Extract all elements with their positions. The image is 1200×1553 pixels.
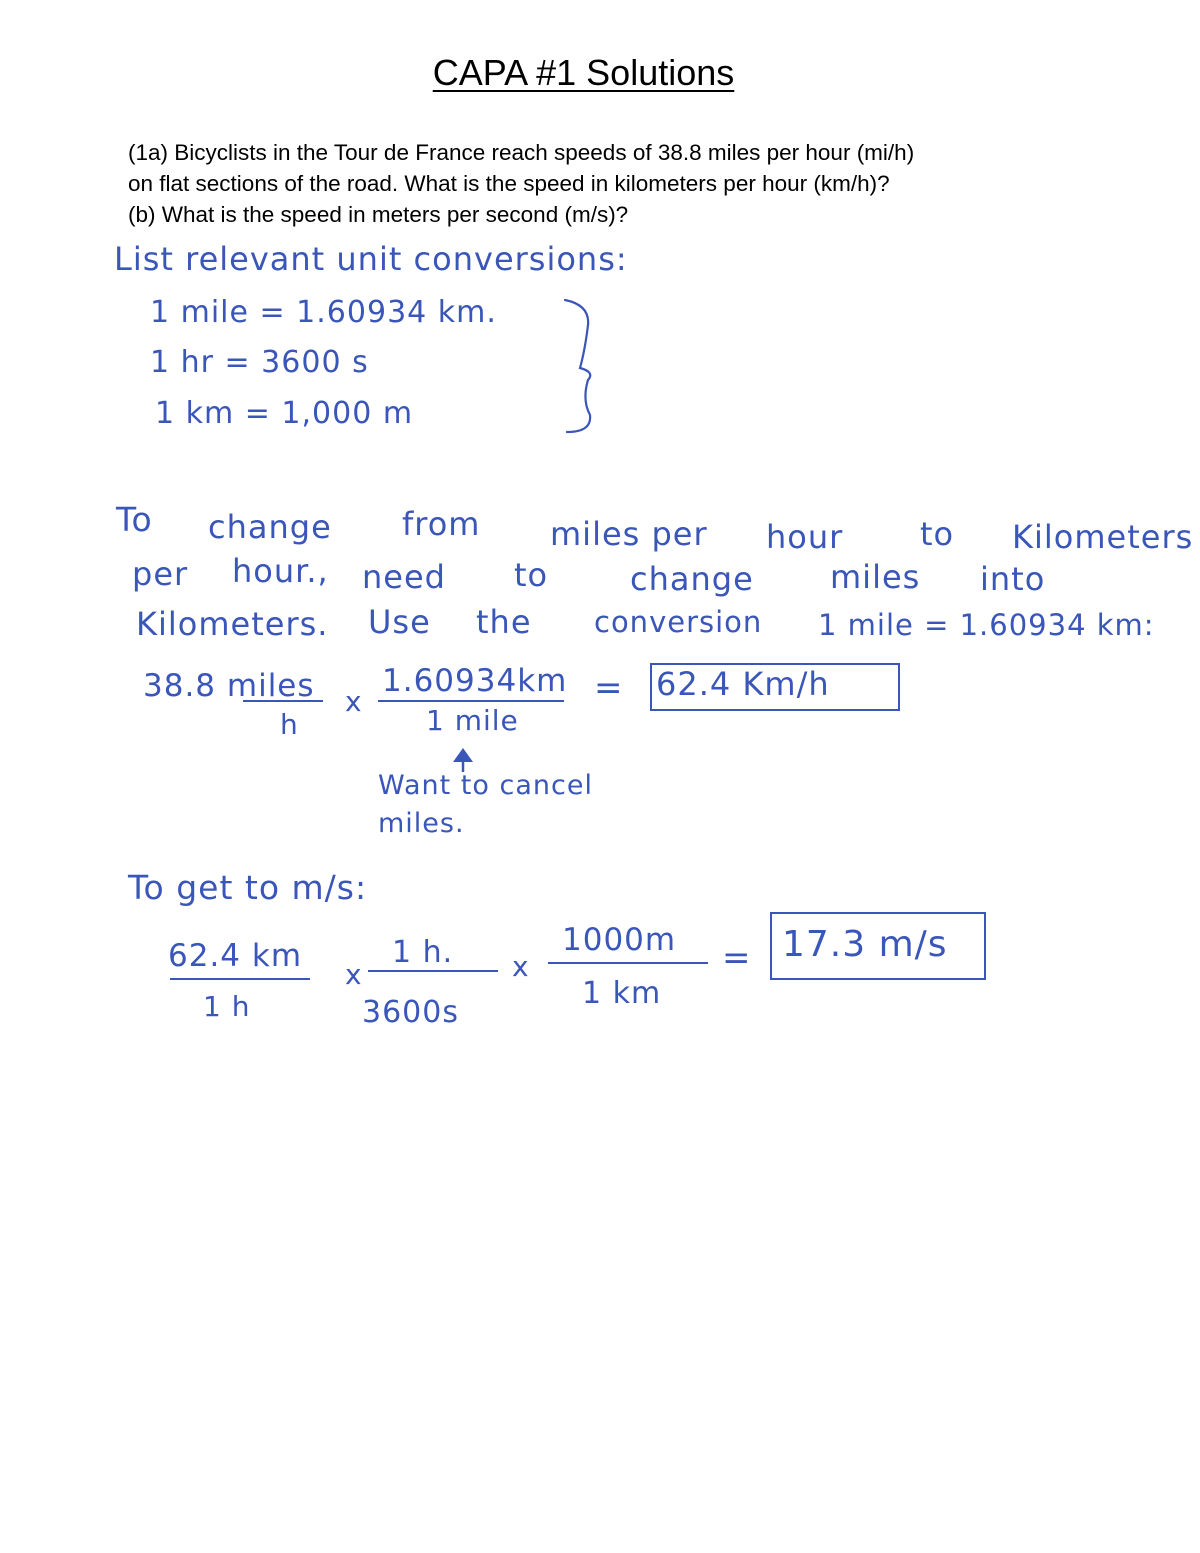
exp3-w4: conversion [594, 605, 763, 639]
conversion-hr-s: 1 hr = 3600 s [150, 345, 369, 380]
conversion-km-m: 1 km = 1,000 m [155, 396, 414, 431]
exp3-w2: Use [368, 603, 431, 641]
page-title: CAPA #1 Solutions [432, 52, 735, 93]
exp1-w4: miles per [550, 515, 708, 553]
exp1-w5: hour [766, 518, 844, 556]
calc-b-den1: 1 h [203, 990, 251, 1023]
calc-a-num1: 38.8 miles [143, 668, 315, 704]
exp2-w3: need [362, 558, 446, 596]
exp2-w4: to [514, 556, 549, 594]
calc-a-times: x [345, 685, 363, 718]
exp3-w3: the [476, 603, 532, 641]
exp2-w7: into [980, 560, 1046, 598]
exp2-w6: miles [830, 558, 921, 596]
calc-a-num2: 1.60934km [382, 663, 568, 699]
exp2-w1: per [132, 555, 189, 593]
calc-b-den3: 1 km [582, 976, 662, 1011]
answer-b: 17.3 m/s [782, 924, 948, 965]
exp1-w6: to [920, 515, 955, 553]
calc-b-num3: 1000m [562, 922, 677, 958]
exp2-w5: change [630, 560, 754, 598]
note-line-2: miles. [378, 808, 465, 839]
calc-b-equals: = [722, 938, 752, 978]
exp3-w1: Kilometers. [136, 605, 329, 643]
calc-b-times1: x [345, 958, 363, 991]
calc-b-bar2 [368, 970, 498, 972]
exp1-w7: Kilometers [1012, 518, 1194, 556]
calc-b-num1: 62.4 km [168, 938, 303, 974]
part-b-heading: To get to m/s: [128, 868, 368, 907]
exp3-w5: 1 mile = 1.60934 km: [818, 608, 1155, 642]
question-line-3: (b) What is the speed in meters per second (m/s)? [128, 202, 629, 227]
exp1-w3: from [402, 505, 481, 543]
question-line-2: on flat sections of the road. What is the speed in kilometers per hour (km/h)? [128, 171, 890, 196]
calc-b-bar1 [170, 978, 310, 980]
question-line-1: (1a) Bicyclists in the Tour de France reach speeds of 38.8 miles per hour (mi/h) [128, 140, 915, 165]
calc-b-bar3 [548, 962, 708, 964]
answer-a: 62.4 Km/h [656, 665, 830, 703]
conversion-mile-km: 1 mile = 1.60934 km. [150, 295, 497, 330]
calc-a-equals: = [594, 668, 624, 708]
calc-b-den2: 3600s [362, 995, 459, 1030]
calc-a-den1: h [280, 708, 299, 741]
note-line-1: Want to cancel [378, 770, 593, 801]
exp1-w2: change [208, 508, 332, 546]
calc-a-den2: 1 mile [426, 704, 519, 737]
exp2-w2: hour., [232, 552, 329, 590]
calc-b-times2: x [512, 950, 530, 983]
exp1-w1: To [116, 500, 153, 539]
conversions-heading: List relevant unit conversions: [114, 240, 628, 278]
calc-b-num2: 1 h. [392, 935, 454, 970]
